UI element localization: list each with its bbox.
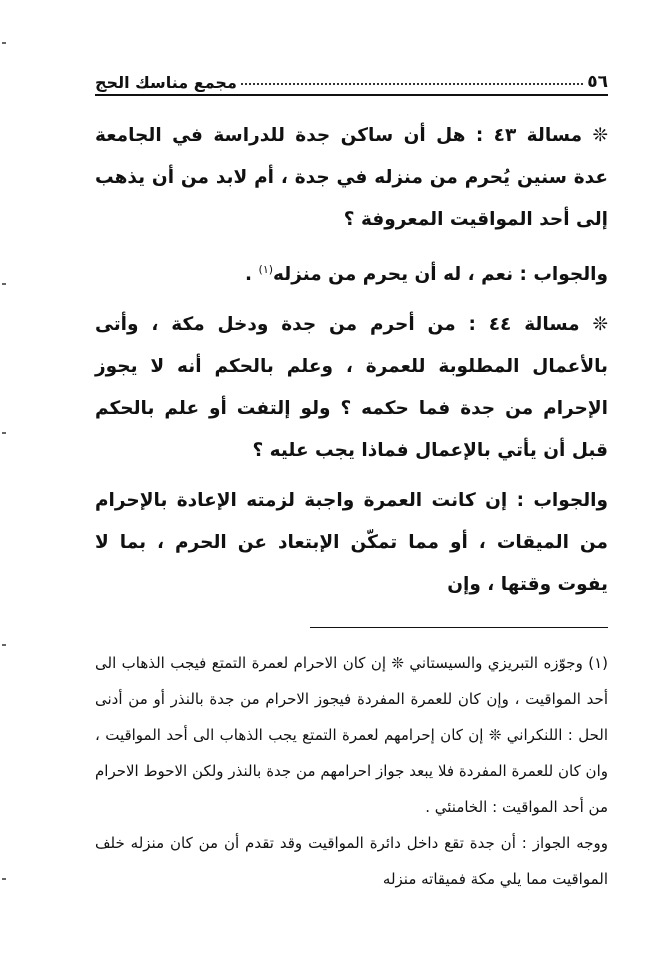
scan-edge-mark xyxy=(2,283,6,285)
asterisk-icon: ❊ xyxy=(592,125,608,146)
footnote-ref: (١) xyxy=(258,263,274,276)
footnote-paragraph-1: (١) وجوّزه التبريزي والسيستاني ❊ إن كان الاحرام لعمرة التمتع فيجب الذهاب الى أحد المواقيت ، وإن كان للعمرة المفردة فيجوز الاحرام من جدة بالنذر أو من أدنى الحل : اللنكراني ❊ إن كان إحرامهم لعمرة التمتع يجب الذهاب الى أحد المواقيت ، وان كان للعمرة المفردة فلا يبعد جواز احرامهم من جدة بالنذر ولكن الاحوط الاحرام من أحد المواقيت : الخامنئي . xyxy=(95,654,608,816)
question-44 xyxy=(95,304,608,472)
question-43-label: مسالة ٤٣ xyxy=(493,125,583,146)
answer-44-label: والجواب xyxy=(533,490,608,512)
answer-44 xyxy=(95,480,608,606)
header-leader-dots xyxy=(241,83,583,85)
scan-edge-mark xyxy=(2,42,6,44)
scan-edge-mark xyxy=(2,878,6,880)
answer-43-label: والجواب xyxy=(533,264,608,286)
footnote-rule xyxy=(310,627,608,628)
question-44-text: : من أحرم من جدة ودخل مكة ، وأتى بالأعمال المطلوبة للعمرة ، وعلم بالحكم أنه لا يجوز الإحرام من جدة فما حكمه ؟ ولو إلتفت أو علم بالحكم قبل أن يأتي بالإعمال فماذا يجب عليه ؟ xyxy=(95,314,608,462)
main-text xyxy=(95,115,608,614)
scan-edge-mark xyxy=(2,644,6,646)
answer-43-text: : نعم ، له أن يحرم من منزله xyxy=(273,264,527,286)
question-43-text: : هل أن ساكن جدة للدراسة في الجامعة عدة سنين يُحرم من منزله في جدة ، أم لابد من أن يذهب إلى أحد المواقيت المعروفة ؟ xyxy=(95,125,608,230)
question-44-label: مسالة ٤٤ xyxy=(488,314,580,336)
header-rule xyxy=(95,94,608,96)
question-43 xyxy=(95,115,608,241)
answer-43-end: . xyxy=(245,264,253,286)
running-header xyxy=(95,62,608,92)
answer-43 xyxy=(95,249,608,296)
scan-edge-mark xyxy=(2,432,6,434)
book-title: مجمع مناسك الحج xyxy=(95,73,237,92)
footnote-paragraph-2: ووجه الجواز : أن جدة تقع داخل دائرة المواقيت وقد تقدم أن من كان منزله خلف المواقيت مما يلي مكة فميقاته منزله xyxy=(95,834,608,888)
asterisk-icon: ❊ xyxy=(592,314,608,336)
footnote xyxy=(95,645,608,897)
page-number: ٥٦ xyxy=(587,72,608,92)
answer-44-text: : إن كانت العمرة واجبة لزمته الإعادة بالإحرام من الميقات ، أو مما تمكّن الإبتعاد عن الحرم ، بما لا يفوت وقتها ، وإن xyxy=(95,490,608,596)
